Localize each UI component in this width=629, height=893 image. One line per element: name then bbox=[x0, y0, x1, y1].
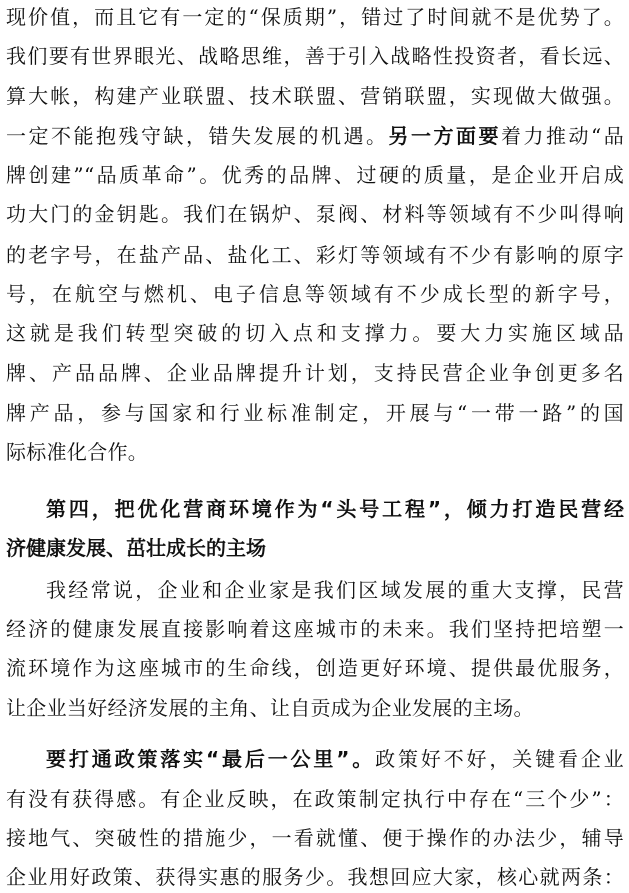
text-line: 牌创建”“品质革命”。优秀的品牌、过硬的质量，是企业开启成 bbox=[6, 163, 624, 187]
text-line: 牌、产品品牌、企业品牌提升计划，支持民营企业争创更多名 bbox=[6, 361, 624, 385]
text-line: 让企业当好经济发展的主角、让自贡成为企业发展的主场。 bbox=[6, 696, 534, 720]
text-line: 这就是我们转型突破的切入点和支撑力。要大力实施区域品 bbox=[6, 321, 624, 345]
text-line: 的老字号，在盐产品、盐化工、彩灯等领域有不少有影响的原字 bbox=[6, 243, 624, 267]
text-line-mixed bbox=[6, 121, 624, 151]
text-run: 一定不能抱残守缺，错失发展的机遇。 bbox=[6, 124, 389, 148]
text-line: 企业用好政策、获得实惠的服务少。我想回应大家，核心就两条： bbox=[6, 865, 624, 889]
text-line-mixed bbox=[46, 744, 624, 774]
text-line: 有没有获得感。有企业反映，在政策制定执行中存在“三个少”： bbox=[6, 787, 624, 811]
text-line: 经济的健康发展直接影响着这座城市的未来。我们坚持把培塑一 bbox=[6, 617, 624, 641]
text-line: 功大门的金钥匙。我们在锅炉、泵阀、材料等领域有不少叫得响 bbox=[6, 202, 624, 226]
text-line: 牌产品，参与国家和行业标准制定，开展与“一带一路”的国 bbox=[6, 401, 624, 425]
text-line: 流环境作为这座城市的生命线，创造更好环境、提供最优服务， bbox=[6, 656, 624, 680]
text-line: 号，在航空与燃机、电子信息等领域有不少成长型的新字号， bbox=[6, 282, 624, 306]
text-line: 算大帐，构建产业联盟、技术联盟、营销联盟，实现做大做强。 bbox=[6, 84, 624, 108]
text-line: 我经常说，企业和企业家是我们区域发展的重大支撑，民营 bbox=[46, 578, 624, 602]
section-heading-line: 第四，把优化营商环境作为“头号工程”，倾力打造民营经 bbox=[46, 497, 624, 521]
text-line: 际标准化合作。 bbox=[6, 440, 149, 464]
bold-text-run: 要打通政策落实“最后一公里”。 bbox=[46, 747, 376, 771]
text-line: 接地气、突破性的措施少，一看就懂、便于操作的办法少，辅导 bbox=[6, 826, 624, 850]
text-run: 政策好不好，关键看企业 bbox=[375, 747, 624, 771]
text-run: 着力推动“品 bbox=[500, 124, 625, 148]
text-line: 我们要有世界眼光、战略思维，善于引入战略性投资者，看长远、 bbox=[6, 44, 624, 68]
bold-text-run: 另一方面要 bbox=[388, 124, 501, 148]
section-heading-line: 济健康发展、茁壮成长的主场 bbox=[6, 536, 266, 560]
text-line: 现价值，而且它有一定的“保质期”，错过了时间就不是优势了。 bbox=[6, 5, 624, 29]
